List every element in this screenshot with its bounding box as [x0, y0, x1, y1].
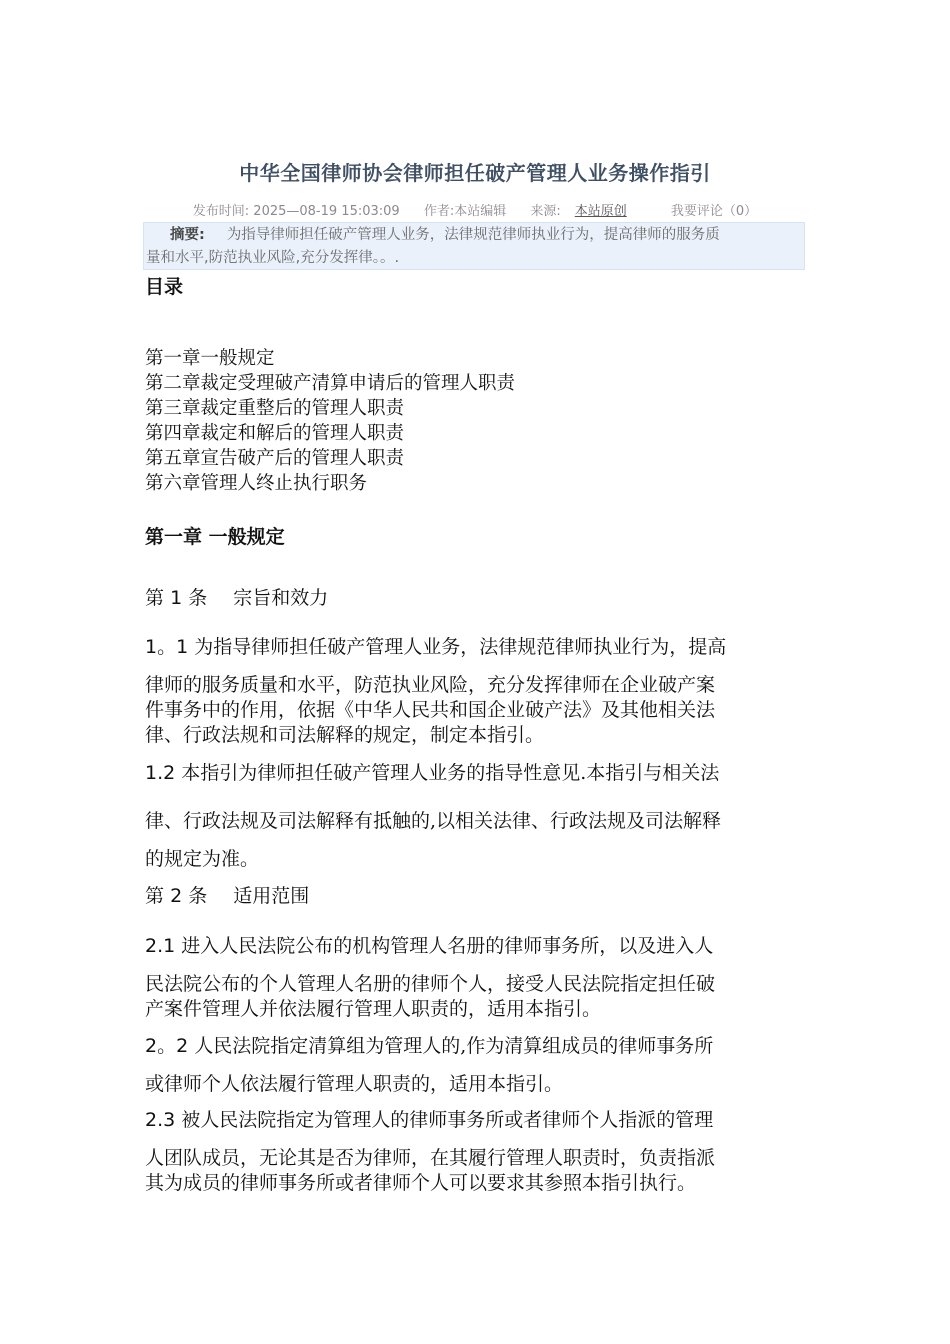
article-prefix: 第: [145, 587, 165, 609]
summary-label: 摘要:: [170, 227, 205, 243]
paragraph-line: [145, 758, 719, 785]
paragraph-line: 律、行政法规和司法解释的规定，制定本指引。: [145, 724, 545, 746]
article-number: 2: [170, 885, 183, 907]
paragraph-line: 律、行政法规及司法解释有抵触的,以相关法律、行政法规及司法解释: [145, 810, 722, 832]
paragraph-line: 的规定为准。: [145, 848, 260, 870]
paragraph-line: 产案件管理人并依法履行管理人职责的，适用本指引。: [145, 998, 602, 1020]
toc-item[interactable]: 第三章裁定重整后的管理人职责: [145, 398, 405, 419]
paragraph-text: 本指引为律师担任破产管理人业务的指导性意见.本指引与相关法: [181, 762, 720, 784]
author: 作者:本站编辑: [423, 204, 507, 219]
article-title: 中华全国律师协会律师担任破产管理人业务操作指引: [239, 161, 711, 185]
article-title-text: 适用范围: [233, 885, 310, 907]
toc-heading: 目录: [145, 276, 184, 298]
source-label: 来源:: [530, 204, 561, 219]
paragraph-line: 或律师个人依法履行管理人职责的，适用本指引。: [145, 1073, 564, 1095]
paragraph-line: 人团队成员，无论其是否为律师，在其履行管理人职责时，负责指派: [145, 1147, 716, 1169]
toc-item[interactable]: 第五章宣告破产后的管理人职责: [145, 448, 405, 469]
chapter-heading: 第一章 一般规定: [145, 526, 285, 548]
paragraph-text: 进入人民法院公布的机构管理人名册的律师事务所，以及进入人: [181, 935, 714, 957]
summary-text-line1: 为指导律师担任破产管理人业务，法律规范律师执业行为，提高律师的服务质: [226, 227, 720, 243]
clause-number: 1。1: [145, 636, 189, 658]
paragraph-line: 律师的服务质量和水平，防范执业风险，充分发挥律师在企业破产案: [145, 674, 716, 696]
paragraph-text: 为指导律师担任破产管理人业务，法律规范律师执业行为，提高: [194, 636, 727, 658]
toc-item[interactable]: 第六章管理人终止执行职务: [145, 473, 368, 494]
summary-box: [143, 222, 805, 270]
paragraph-line: 其为成员的律师事务所或者律师个人可以要求其参照本指引执行。: [145, 1172, 697, 1194]
article-suffix: 条: [188, 587, 208, 609]
source-link[interactable]: 本站原创: [574, 204, 627, 219]
paragraph-text: 被人民法院指定为管理人的律师事务所或者律师个人指派的管理: [181, 1109, 714, 1131]
table-of-contents: [145, 346, 515, 496]
toc-item[interactable]: 第二章裁定受理破产清算申请后的管理人职责: [145, 373, 516, 394]
clause-number: 2.1: [145, 935, 176, 957]
article-title-text: 宗旨和效力: [233, 587, 329, 609]
paragraph-line: [145, 1031, 713, 1058]
clause-number: 2。2: [145, 1035, 189, 1057]
paragraph-line: [145, 632, 726, 659]
article-heading: [145, 881, 309, 908]
paragraph-text: 人民法院指定清算组为管理人的,作为清算组成员的律师事务所: [194, 1035, 714, 1057]
toc-item[interactable]: 第四章裁定和解后的管理人职责: [145, 423, 405, 444]
paragraph-line: [145, 931, 713, 958]
toc-item[interactable]: 第一章一般规定: [145, 348, 275, 369]
clause-number: 2.3: [145, 1109, 176, 1131]
article-suffix: 条: [188, 885, 208, 907]
summary-text-line2: 量和水平,防范执业风险,充分发挥律。。.: [146, 250, 400, 266]
article-number: 1: [170, 587, 183, 609]
publish-time: 发布时间: 2025—08-19 15:03:09: [192, 204, 400, 219]
paragraph-line: 民法院公布的个人管理人名册的律师个人，接受人民法院指定担任破: [145, 973, 716, 995]
article-prefix: 第: [145, 885, 165, 907]
paragraph-line: [145, 1105, 713, 1132]
comment-link[interactable]: 我要评论（0）: [670, 204, 758, 219]
clause-number: 1.2: [145, 762, 176, 784]
paragraph-line: 件事务中的作用，依据《中华人民共和国企业破产法》及其他相关法: [145, 699, 716, 721]
article-heading: [145, 583, 328, 610]
article-meta: [0, 200, 950, 219]
